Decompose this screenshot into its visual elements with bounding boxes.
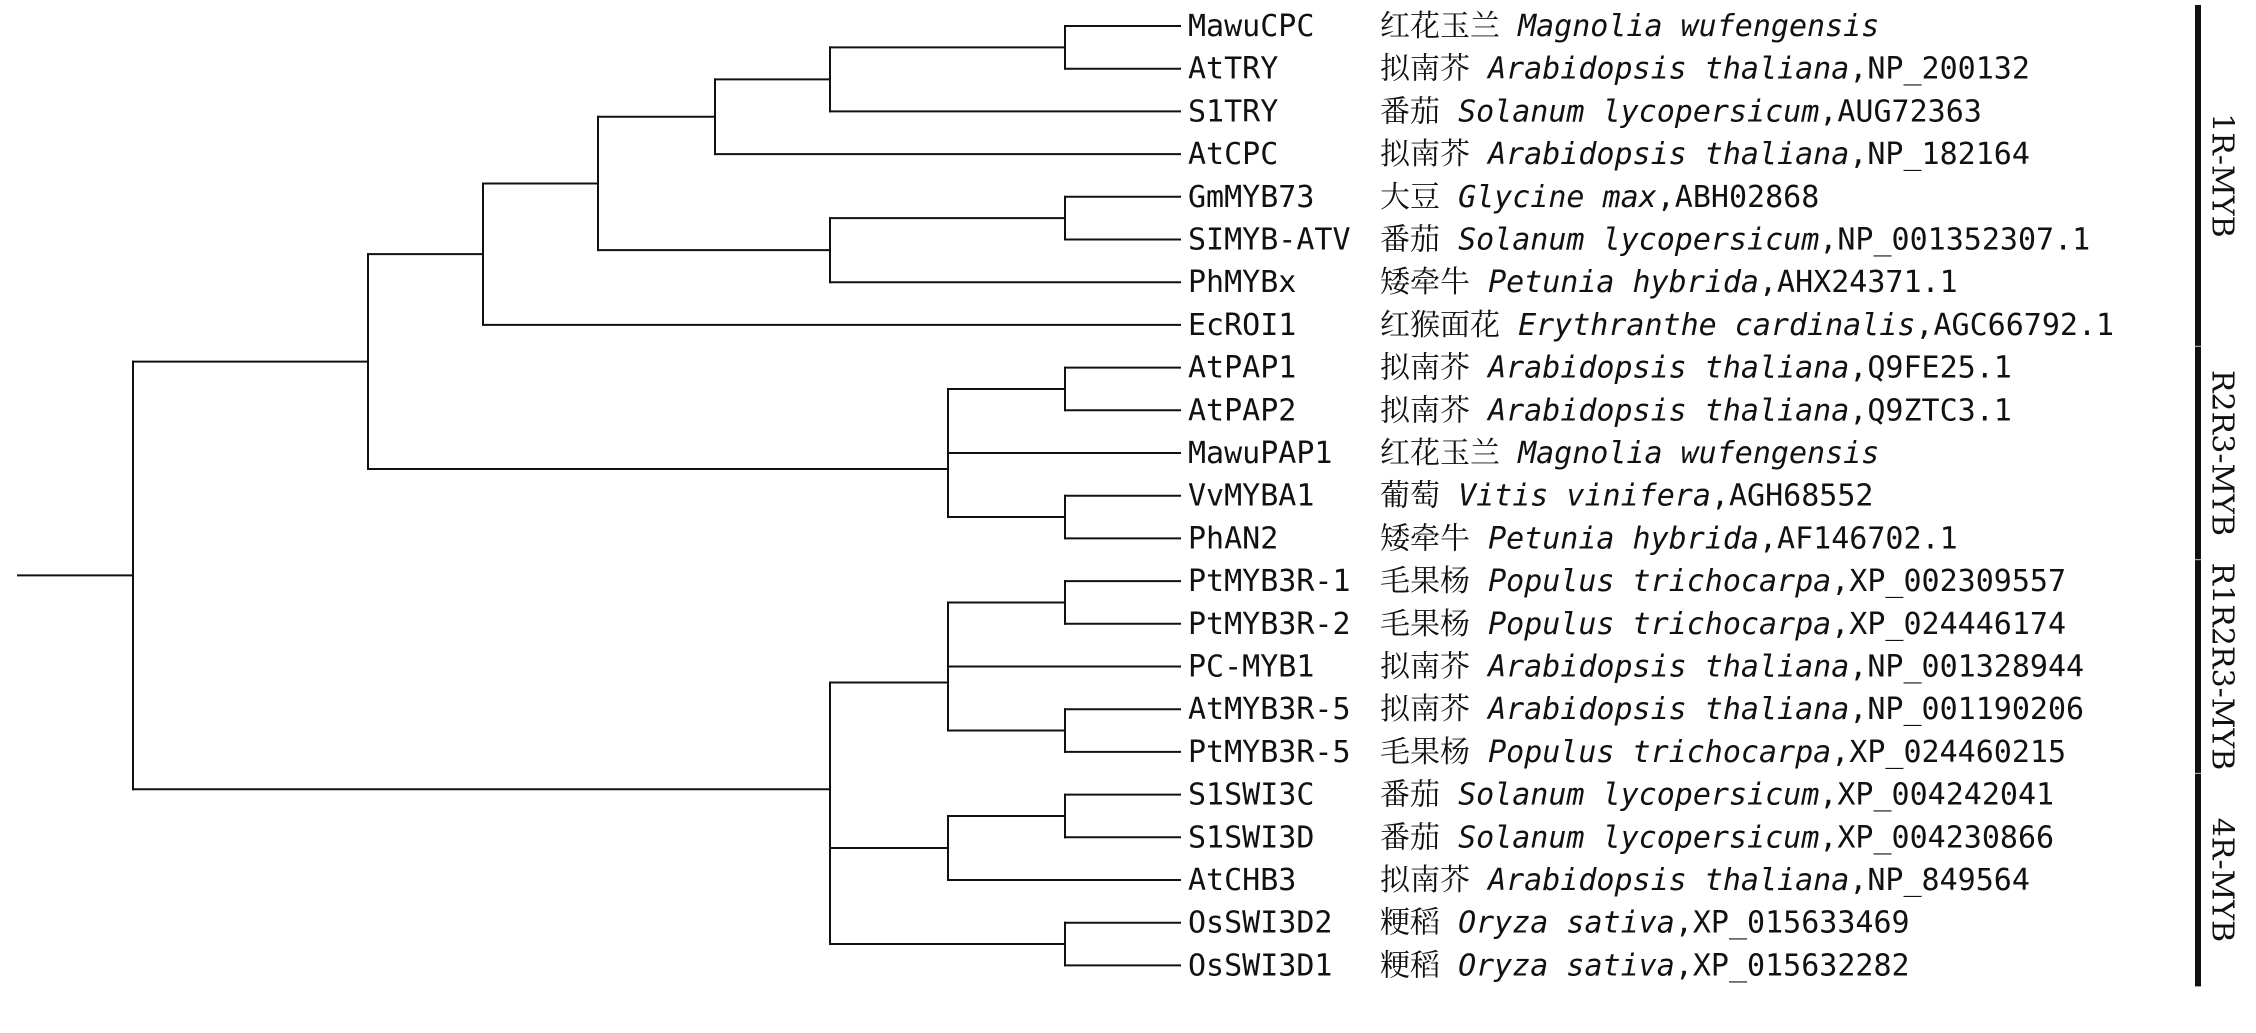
leaf-name: GmMYB73 bbox=[1188, 179, 1315, 215]
leaf-name: OsSWI3D1 bbox=[1188, 948, 1333, 984]
group-label-1R-MYB: 1R-MYB bbox=[2204, 113, 2240, 238]
group-brackets bbox=[2198, 8, 2240, 983]
leaf-common-name: 毛果杨 bbox=[1380, 564, 1489, 600]
leaf-label-AtCHB3 bbox=[1188, 863, 2030, 898]
leaf-name: AtCPC bbox=[1188, 137, 1279, 173]
leaf-common-name: 番茄 bbox=[1380, 222, 1459, 258]
leaf-species: Glycine max bbox=[1458, 179, 1657, 215]
leaf-accession: ,XP_015632282 bbox=[1674, 948, 1910, 984]
leaf-common-name: 毛果杨 bbox=[1380, 606, 1489, 642]
leaf-common-name: 拟南芥 bbox=[1380, 393, 1489, 429]
leaf-name: S1TRY bbox=[1188, 94, 1279, 130]
leaf-species: Populus trichocarpa bbox=[1488, 564, 1832, 600]
leaf-common-name: 毛果杨 bbox=[1380, 734, 1489, 770]
leaf-label-AtTRY bbox=[1188, 52, 2030, 87]
leaf-species: Vitis vinifera bbox=[1458, 478, 1711, 514]
leaf-common-name: 番茄 bbox=[1380, 777, 1459, 813]
leaf-name: AtMYB3R-5 bbox=[1188, 692, 1351, 728]
leaf-label-VvMYBA1 bbox=[1188, 479, 1874, 514]
leaf-common-name: 红花玉兰 bbox=[1380, 9, 1519, 44]
leaf-accession: ,AGC66792.1 bbox=[1915, 307, 2115, 343]
leaf-name: PtMYB3R-5 bbox=[1188, 734, 1351, 770]
leaf-species: Arabidopsis thaliana bbox=[1488, 649, 1850, 685]
leaf-common-name: 拟南芥 bbox=[1380, 692, 1489, 728]
leaf-label-PtMYB3R5 bbox=[1188, 735, 2066, 770]
leaf-accession: ,XP_015633469 bbox=[1674, 905, 1910, 941]
leaf-name: AtPAP1 bbox=[1188, 350, 1297, 386]
leaf-common-name: 大豆 bbox=[1380, 179, 1459, 215]
leaf-common-name: 粳稻 bbox=[1380, 905, 1459, 941]
leaf-accession: ,XP_004230866 bbox=[1819, 820, 2055, 856]
leaf-common-name: 红花玉兰 bbox=[1380, 436, 1519, 471]
leaf-name: S1SWI3C bbox=[1188, 777, 1315, 813]
group-label-R2R3-MYB: R2R3-MYB bbox=[2204, 369, 2240, 537]
leaf-label-AtPAP1 bbox=[1188, 351, 2012, 386]
leaf-accession: ,Q9FE25.1 bbox=[1849, 350, 2012, 386]
leaf-label-EcROI1 bbox=[1188, 308, 2114, 343]
leaf-labels bbox=[1188, 9, 2114, 983]
leaf-common-name: 拟南芥 bbox=[1380, 863, 1489, 898]
leaf-name: OsSWI3D2 bbox=[1188, 905, 1333, 941]
leaf-label-OsSWI3D2 bbox=[1188, 906, 1910, 941]
leaf-name: PC-MYB1 bbox=[1188, 649, 1315, 685]
leaf-accession: ,XP_024460215 bbox=[1831, 734, 2067, 770]
leaf-name: EcROI1 bbox=[1188, 307, 1297, 343]
leaf-name: AtTRY bbox=[1188, 51, 1279, 87]
tree-branches bbox=[18, 26, 1180, 965]
leaf-species: Populus trichocarpa bbox=[1488, 606, 1832, 642]
leaf-label-PhAN2 bbox=[1188, 521, 1958, 556]
leaf-label-SlMYBATV bbox=[1188, 223, 2090, 258]
leaf-species: Arabidopsis thaliana bbox=[1488, 692, 1850, 728]
leaf-accession: ,NP_001328944 bbox=[1849, 649, 2085, 685]
leaf-species: Arabidopsis thaliana bbox=[1488, 393, 1850, 429]
leaf-common-name: 红猴面花 bbox=[1380, 307, 1519, 343]
leaf-common-name: 拟南芥 bbox=[1380, 350, 1489, 386]
leaf-name: VvMYBA1 bbox=[1188, 478, 1315, 514]
leaf-species: Magnolia wufengensis bbox=[1518, 9, 1880, 44]
leaf-label-GmMYB73 bbox=[1188, 180, 1819, 215]
leaf-species: Solanum lycopersicum bbox=[1458, 94, 1820, 130]
leaf-common-name: 拟南芥 bbox=[1380, 649, 1489, 685]
leaf-common-name: 葡萄 bbox=[1380, 478, 1459, 514]
leaf-species: Arabidopsis thaliana bbox=[1488, 51, 1850, 87]
leaf-species: Petunia hybrida bbox=[1488, 265, 1759, 301]
leaf-label-MawuCPC bbox=[1188, 9, 1879, 44]
leaf-accession: ,NP_182164 bbox=[1849, 137, 2030, 173]
leaf-label-SlSWI3D bbox=[1188, 820, 2054, 855]
leaf-label-SlTRY bbox=[1188, 94, 1982, 129]
leaf-name: SIMYB-ATV bbox=[1188, 222, 1351, 258]
leaf-accession: ,XP_004242041 bbox=[1819, 777, 2055, 813]
leaf-label-MawuPAP1 bbox=[1188, 436, 1879, 471]
leaf-accession: ,XP_002309557 bbox=[1831, 564, 2067, 600]
leaf-species: Erythranthe cardinalis bbox=[1518, 307, 1916, 343]
leaf-common-name: 矮牵牛 bbox=[1380, 521, 1489, 557]
leaf-common-name: 拟南芥 bbox=[1380, 51, 1489, 87]
group-label-R1R2R3-MYB: R1R2R3-MYB bbox=[2204, 562, 2240, 771]
leaf-name: PhAN2 bbox=[1188, 521, 1279, 557]
leaf-label-SlSWI3C bbox=[1188, 778, 2054, 813]
leaf-species: Arabidopsis thaliana bbox=[1488, 350, 1850, 386]
leaf-accession: ,AF146702.1 bbox=[1759, 521, 1958, 557]
leaf-label-AtCPC bbox=[1188, 137, 2030, 172]
leaf-species: Oryza sativa bbox=[1458, 948, 1675, 984]
leaf-name: PhMYBx bbox=[1188, 265, 1297, 301]
leaf-name: AtPAP2 bbox=[1188, 393, 1297, 429]
leaf-common-name: 拟南芥 bbox=[1380, 137, 1489, 173]
leaf-accession: ,NP_001352307.1 bbox=[1819, 222, 2091, 258]
leaf-species: Solanum lycopersicum bbox=[1458, 777, 1820, 813]
leaf-common-name: 矮牵牛 bbox=[1380, 265, 1489, 301]
leaf-accession: ,AGH68552 bbox=[1710, 478, 1874, 514]
leaf-species: Petunia hybrida bbox=[1488, 521, 1759, 557]
leaf-accession: ,NP_849564 bbox=[1849, 863, 2030, 898]
leaf-label-PhMYBx bbox=[1188, 265, 1958, 300]
leaf-common-name: 番茄 bbox=[1380, 820, 1459, 856]
leaf-species: Solanum lycopersicum bbox=[1458, 222, 1820, 258]
leaf-species: Arabidopsis thaliana bbox=[1488, 137, 1850, 173]
leaf-species: Magnolia wufengensis bbox=[1518, 436, 1880, 471]
leaf-name: AtCHB3 bbox=[1188, 863, 1297, 898]
leaf-name: PtMYB3R-2 bbox=[1188, 606, 1351, 642]
leaf-accession: ,ABH02868 bbox=[1656, 179, 1820, 215]
leaf-accession: ,NP_200132 bbox=[1849, 51, 2030, 87]
leaf-accession: ,XP_024446174 bbox=[1831, 606, 2067, 642]
leaf-name: S1SWI3D bbox=[1188, 820, 1315, 856]
leaf-common-name: 番茄 bbox=[1380, 94, 1459, 130]
leaf-common-name: 粳稻 bbox=[1380, 948, 1459, 984]
leaf-name: PtMYB3R-1 bbox=[1188, 564, 1351, 600]
leaf-label-AtMYB3R5 bbox=[1188, 692, 2084, 727]
leaf-accession: ,AHX24371.1 bbox=[1759, 265, 1958, 301]
leaf-species: Oryza sativa bbox=[1458, 905, 1675, 941]
leaf-accession: ,AUG72363 bbox=[1819, 94, 1982, 130]
group-label-4R-MYB: 4R-MYB bbox=[2204, 817, 2240, 943]
leaf-label-PtMYB3R2 bbox=[1188, 607, 2066, 642]
leaf-label-AtPAP2 bbox=[1188, 393, 2012, 428]
leaf-name: MawuCPC bbox=[1188, 9, 1315, 44]
leaf-species: Arabidopsis thaliana bbox=[1488, 863, 1850, 898]
leaf-accession: ,Q9ZTC3.1 bbox=[1849, 393, 2012, 429]
leaf-label-OsSWI3D1 bbox=[1188, 948, 1910, 983]
leaf-accession: ,NP_001190206 bbox=[1849, 692, 2085, 728]
leaf-species: Solanum lycopersicum bbox=[1458, 820, 1820, 856]
leaf-label-PtMYB3R1 bbox=[1188, 564, 2066, 599]
leaf-species: Populus trichocarpa bbox=[1488, 734, 1832, 770]
leaf-label-PCMYB1 bbox=[1188, 650, 2084, 685]
leaf-name: MawuPAP1 bbox=[1188, 436, 1333, 471]
